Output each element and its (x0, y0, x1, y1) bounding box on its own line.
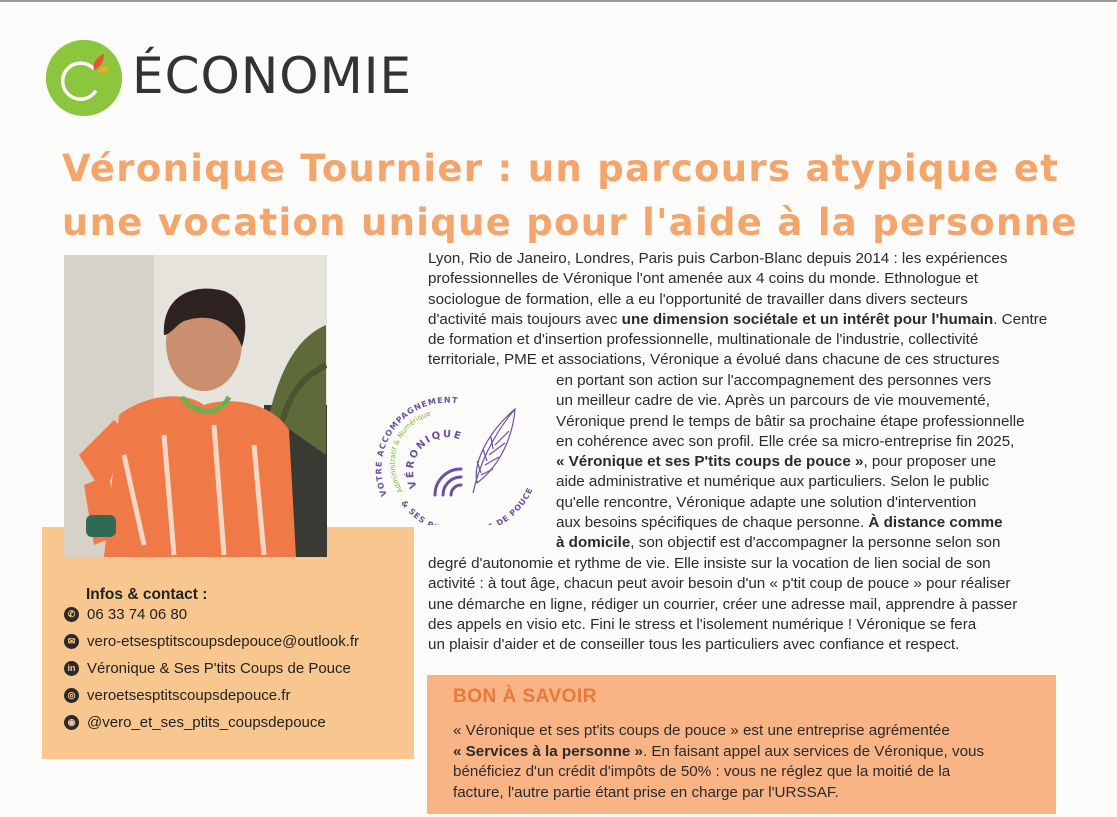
company-stamp-logo (373, 395, 533, 525)
contact-email (64, 630, 359, 652)
phone-icon: ✆ (64, 607, 79, 622)
emphasis-societal: une dimension sociétale et un intérêt pour l'humain (621, 310, 994, 328)
phone-text: 06 33 74 06 80 (87, 605, 188, 623)
emphasis-distance: À distance comme (868, 514, 1003, 532)
feather-icon (473, 409, 515, 493)
headline-line-1: Véronique Tournier : un parcours atypique et (62, 147, 1060, 190)
bon-a-savoir-title: BON À SAVOIR (453, 686, 597, 707)
contact-title: Infos & contact : (86, 586, 208, 603)
stamp-inner-text: Administratif & Numérique (388, 409, 432, 495)
stamp-outer-text: VOTRE ACCOMPAGNEMENT (374, 395, 459, 498)
article-paragraph-top: Lyon, Rio de Janeiro, Londres, Paris puis Carbon-Blanc depuis 2014 : les expériences professionnelles de Véronique l'ont amenée aux 4 coins du monde. Ethnologue et sociologue de formation, elle a eu l'opportunité de travailler dans divers secteurs d'activité mais toujours avec une dimension sociétale et un intérêt pour l'humain. Centre de formation et d'insertion professionnelle, multinationale de l'industrie, collectivité territoriale, PME et associations, Véronique a évolué dans chacune de ces structures (428, 250, 1048, 369)
web-icon: ◎ (64, 688, 79, 703)
linkedin-text: Véronique & Ses P'tits Coups de Pouce (87, 659, 351, 677)
bon-a-savoir-text: « Véronique et ses pt'its coups de pouce » est une entreprise agrémentée « Services à la personne ». En faisant appel aux services de Véronique, vous bénéficiez d'un crédit d'impôts de 50% : vous ne réglez que la moitié de la facture, l'autre partie étant prise en charge par l'URSSAF. (453, 722, 985, 801)
stamp-name-text: VÉRONIQUE (404, 429, 464, 490)
linkedin-icon: in (64, 661, 79, 676)
emphasis-domicile: à domicile (556, 534, 631, 552)
contact-linkedin (64, 657, 351, 679)
top-rule (0, 0, 1117, 2)
contact-website (64, 684, 290, 706)
contact-instagram (64, 711, 326, 733)
article-paragraph-middle: en portant son action sur l'accompagnement des personnes vers un meilleur cadre de vie. Après un parcours de vie mouvementé, Véronique prend le temps de bâtir sa prochaine étape professionnelle en cohérence avec son profil. Elle crée sa micro-entreprise fin 2025, « Véronique et ses P'tits coups de pouce », pour proposer une aide administrative et numérique aux particuliers. Selon le public qu'elle rencontre, Véronique adapte une solution d'intervention aux besoins spécifiques de chaque personne. À distance comme à domicile, son objectif est d'accompagner la personne selon son (556, 372, 1025, 552)
stamp-bottom-text: & SES P DE POUC (399, 491, 532, 525)
section-title: ÉCONOMIE (132, 47, 413, 105)
portrait-photo (64, 255, 327, 557)
contact-phone (64, 603, 187, 625)
email-icon: ✉ (64, 634, 79, 649)
headline-line-2: une vocation unique pour l'aide à la personne (62, 201, 1078, 244)
instagram-icon: ◉ (64, 715, 79, 730)
website-text: veroetsesptitscoupsdepouce.fr (87, 686, 291, 704)
wifi-icon (435, 469, 461, 495)
email-text: vero-etsesptitscoupsdepouce@outlook.fr (87, 632, 360, 650)
svg-text:VÉRONIQUE (403, 429, 464, 490)
article-headline (62, 142, 1078, 250)
instagram-text: @vero_et_ses_ptits_coupsdepouce (87, 713, 326, 731)
economie-logo (46, 40, 122, 116)
services-a-la-personne: « Services à la personne » (453, 742, 643, 760)
company-name: « Véronique et ses P'tits coups de pouce » (556, 453, 864, 471)
article-paragraph-bottom: degré d'autonomie et rythme de vie. Elle insiste sur la vocation de lien social de son activité : à tout âge, chacun peut avoir besoin d'un « p'tit coup de pouce » pour réaliser une démarche en ligne, rédiger un courrier, créer une adresse mail, apprendre à passer des appels en visio etc. Fini le stress et l'isolement numérique ! Véronique se fera un plaisir d'aider et de conseiller tous les particuliers avec confiance et respect. (428, 555, 1018, 654)
svg-text:& SES P'TITS COUPS DE POUCE (399, 486, 533, 525)
